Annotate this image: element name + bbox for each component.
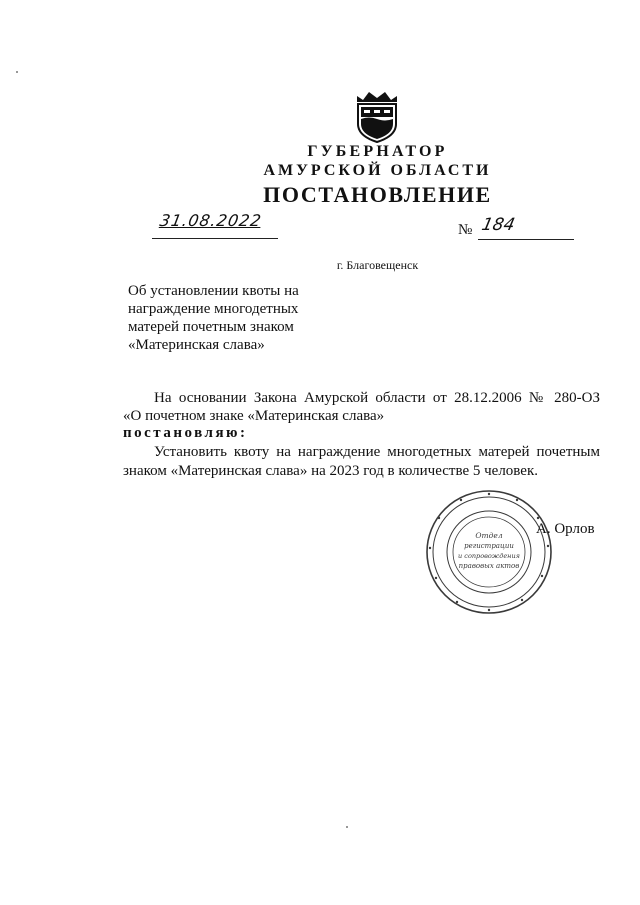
svg-text:регистрации: регистрации (464, 542, 514, 550)
subject-line: матерей почетным знаком (128, 319, 294, 335)
document-type: ПОСТАНОВЛЕНИЕ (263, 182, 492, 207)
body-paragraph-2-line-2: знаком «Материнская слава» на 2023 год в количестве 5 человек. (123, 463, 538, 479)
header-governor: ГУБЕРНАТОР (307, 143, 448, 160)
document-number: 184 (479, 215, 517, 235)
scan-speck (346, 826, 348, 828)
official-seal (424, 488, 554, 616)
subject-line: награждение многодетных (128, 301, 299, 317)
svg-text:правовых актов: правовых актов (458, 562, 520, 570)
svg-text:и сопровождения: и сопровождения (458, 552, 520, 560)
header-region: АМУРСКОЙ ОБЛАСТИ (263, 162, 492, 179)
scan-speck (16, 71, 18, 73)
body-paragraph-1-line-1: На основании Закона Амурской области от 28.12.2006 № 280-ОЗ (154, 390, 600, 406)
decree-word: постановляю: (123, 425, 248, 441)
subject-line: «Материнская слава» (128, 337, 265, 353)
city: г. Благовещенск (336, 258, 419, 272)
document-subject (128, 282, 318, 354)
signer-name: А. Орлов (536, 521, 595, 537)
document-date: 31.08.2022 (158, 211, 264, 230)
svg-text:Отдел: Отдел (475, 531, 503, 540)
number-label: № (458, 222, 473, 238)
body-paragraph-1-line-2: «О почетном знаке «Материнская слава» (123, 408, 385, 424)
subject-line: Об установлении квоты на (128, 283, 299, 299)
coat-of-arms-icon (352, 88, 402, 144)
body-paragraph-2-line-1: Установить квоту на награждение многодетных матерей почетным (154, 444, 600, 460)
